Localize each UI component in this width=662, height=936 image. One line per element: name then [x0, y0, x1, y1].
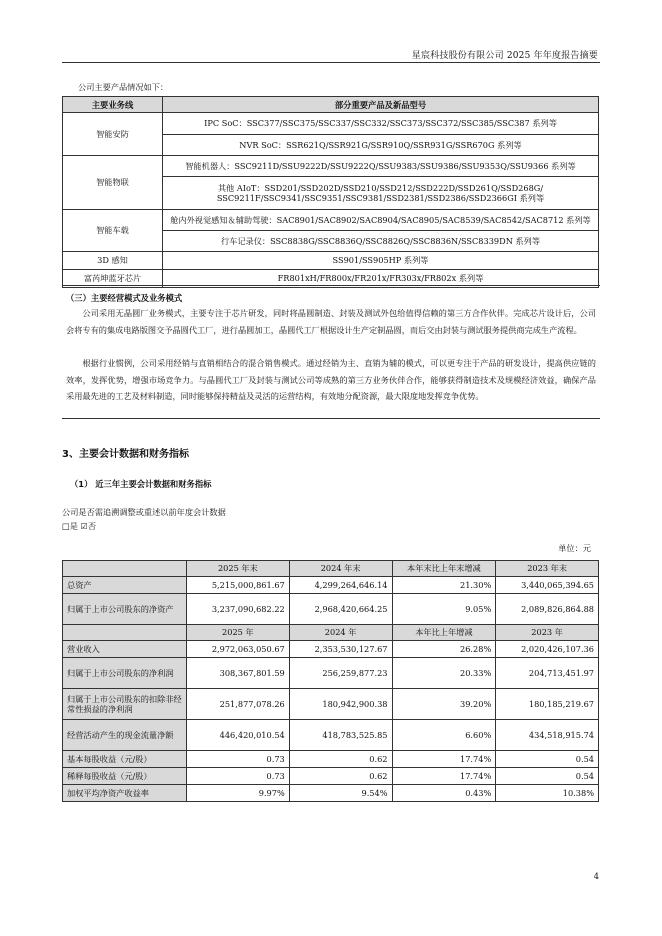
cell: 434,518,915.74 — [496, 720, 599, 751]
cell: 3,237,090,682.22 — [187, 594, 290, 625]
cell: 418,783,525.85 — [289, 720, 392, 751]
cell: 2,972,063,050.67 — [187, 641, 290, 658]
cell: 308,367,801.59 — [187, 658, 290, 689]
row-label: 总资产 — [63, 577, 187, 594]
cell: 2,968,420,664.25 — [289, 594, 392, 625]
cat-security: 智能安防 — [63, 113, 163, 156]
business-model-heading: （三）主要经营模式及业务模式 — [66, 293, 183, 303]
cell: 256,259,877.23 — [289, 658, 392, 689]
cell: 17.74% — [392, 751, 496, 768]
cell: 10.38% — [496, 785, 599, 802]
cell: 5,215,000,861.67 — [187, 577, 290, 594]
cat-iot: 智能物联 — [63, 156, 163, 210]
subsection-heading: （1） 近三年主要会计数据和财务指标 — [70, 479, 212, 489]
col-header: 2023 年 — [496, 625, 599, 641]
cat-3d: 3D 感知 — [63, 252, 163, 270]
cell: 251,877,078.26 — [187, 689, 290, 720]
cell: 9.05% — [392, 594, 496, 625]
cell: 9.54% — [289, 785, 392, 802]
col-header: 2025 年末 — [187, 561, 290, 577]
product-cell: IPC SoC：SSC377/SSC375/SSC337/SSC332/SSC373/SSC372/SSC385/SSC387 系列等 — [163, 113, 599, 135]
cell: 0.43% — [392, 785, 496, 802]
cat-auto: 智能车载 — [63, 210, 163, 252]
cell: 0.62 — [289, 751, 392, 768]
products-table — [62, 96, 599, 288]
product-cell: FR801xH/FR800x/FR201x/FR303x/FR802x 系列等 — [163, 270, 599, 288]
cell: 0.73 — [187, 751, 290, 768]
row-label: 经营活动产生的现金流量净额 — [63, 720, 187, 751]
row-label: 归属于上市公司股东的扣除非经常性损益的净利润 — [63, 689, 187, 720]
products-intro: 公司主要产品情况如下： — [78, 82, 169, 92]
cell: 2,089,826,864.88 — [496, 594, 599, 625]
cell: 9.97% — [187, 785, 290, 802]
row-label: 归属于上市公司股东的净资产 — [63, 594, 187, 625]
product-cell: 行车记录仪：SSC8838G/SSC8836Q/SSC8826Q/SSC8836N/SSC8339DN 系列等 — [163, 231, 599, 252]
row-label: 营业收入 — [63, 641, 187, 658]
col-header: 2024 年 — [289, 625, 392, 641]
cell: 4,299,264,646.14 — [289, 577, 392, 594]
cell: 180,942,900.38 — [289, 689, 392, 720]
restatement-question: 公司是否需追溯调整或重述以前年度会计数据 — [62, 507, 226, 517]
cell: 446,420,010.54 — [187, 720, 290, 751]
col-header: 本年末比上年末增减 — [392, 561, 496, 577]
cell: 0.54 — [496, 751, 599, 768]
col-header: 2025 年 — [187, 625, 290, 641]
cell: 2,353,530,127.67 — [289, 641, 392, 658]
cell: 0.54 — [496, 768, 599, 785]
product-cell: NVR SoC：SSR621Q/SSR921G/SSR910Q/SSR931G/SSR670G 系列等 — [163, 134, 599, 156]
cell: 39.20% — [392, 689, 496, 720]
restatement-answer: □是 ☑否 — [62, 521, 97, 531]
business-model-paragraph-1: 公司采用无晶圆厂业务模式，主要专注于芯片研发，同时将晶圆制造、封装及测试外包给值得信赖的第三方合作伙伴。完成芯片设计后，公司会将专有的集成电路版图交予晶圆代工厂，进行晶圆加工，晶圆代工厂根据设计生产定制晶圆，而后交由封装与测试服务提供商完成生产流程。 — [66, 308, 596, 335]
finance-table — [62, 560, 599, 802]
col-header: 本年比上年增减 — [392, 625, 496, 641]
cell: 21.30% — [392, 577, 496, 594]
cell: 0.62 — [289, 768, 392, 785]
col-header: 2024 年末 — [289, 561, 392, 577]
section-heading: 3、主要会计数据和财务指标 — [62, 449, 189, 460]
product-cell: 其他 AIoT：SSD201/SSD202D/SSD210/SSD212/SSD222D/SSD261Q/SSD268G/ SSC9211F/SSC9341/SSC9351/SSC9381/SSD2381/SSD2386/SSD2366GI 系列等 — [163, 177, 599, 210]
header-rule — [62, 62, 600, 63]
unit-label: 单位：元 — [558, 543, 591, 553]
cell: 26.28% — [392, 641, 496, 658]
business-model-paragraph-2: 根据行业惯例，公司采用经销与直销相结合的混合销售模式。通过经销为主、直销为辅的模式，可以更专注于产品的研发设计，提高供应链的效率，发挥优势，增强市场竞争力。与晶圆代工厂及封装与测试公司等成熟的第三方业务伙伴合作，能够获得制造技术及规模经济效益，确保产品采用最先进的工艺及材料制造，同时能够保持精益及灵活的运营结构，有效地分配资源，最大限度地发挥竞争优势。 — [66, 358, 596, 401]
cell: 17.74% — [392, 768, 496, 785]
col-header: 2023 年末 — [496, 561, 599, 577]
report-header: 星宸科技股份有限公司 2025 年年度报告摘要 — [411, 51, 598, 61]
product-cell: SS901/SS905HP 系列等 — [163, 252, 599, 270]
cell: 6.60% — [392, 720, 496, 751]
cell: 3,440,065,394.65 — [496, 577, 599, 594]
cat-bluetooth: 富芮坤蓝牙芯片 — [63, 270, 163, 288]
row-label: 稀释每股收益（元/股） — [63, 768, 187, 785]
col-models: 部分重要产品及新品型号 — [163, 97, 599, 113]
cell: 0.73 — [187, 768, 290, 785]
header-blank — [63, 561, 187, 577]
col-business: 主要业务线 — [63, 97, 163, 113]
cell: 2,020,426,107.36 — [496, 641, 599, 658]
product-cell: 智能机器人：SSC9211D/SSU9222D/SSU9222Q/SSU9383/SSU9386/SSU9353Q/SSU9366 系列等 — [163, 156, 599, 177]
cell: 204,713,451.97 — [496, 658, 599, 689]
row-label: 基本每股收益（元/股） — [63, 751, 187, 768]
product-cell: 舱内外视觉感知＆辅助驾驶：SAC8901/SAC8902/SAC8904/SAC8905/SAC8539/SAC8542/SAC8712 系列等 — [163, 210, 599, 231]
header-blank — [63, 625, 187, 641]
cell: 20.33% — [392, 658, 496, 689]
business-model-section — [62, 285, 600, 419]
row-label: 归属于上市公司股东的净利润 — [63, 658, 187, 689]
cell: 180,185,219.67 — [496, 689, 599, 720]
row-label: 加权平均净资产收益率 — [63, 785, 187, 802]
page-number: 4 — [593, 872, 599, 882]
